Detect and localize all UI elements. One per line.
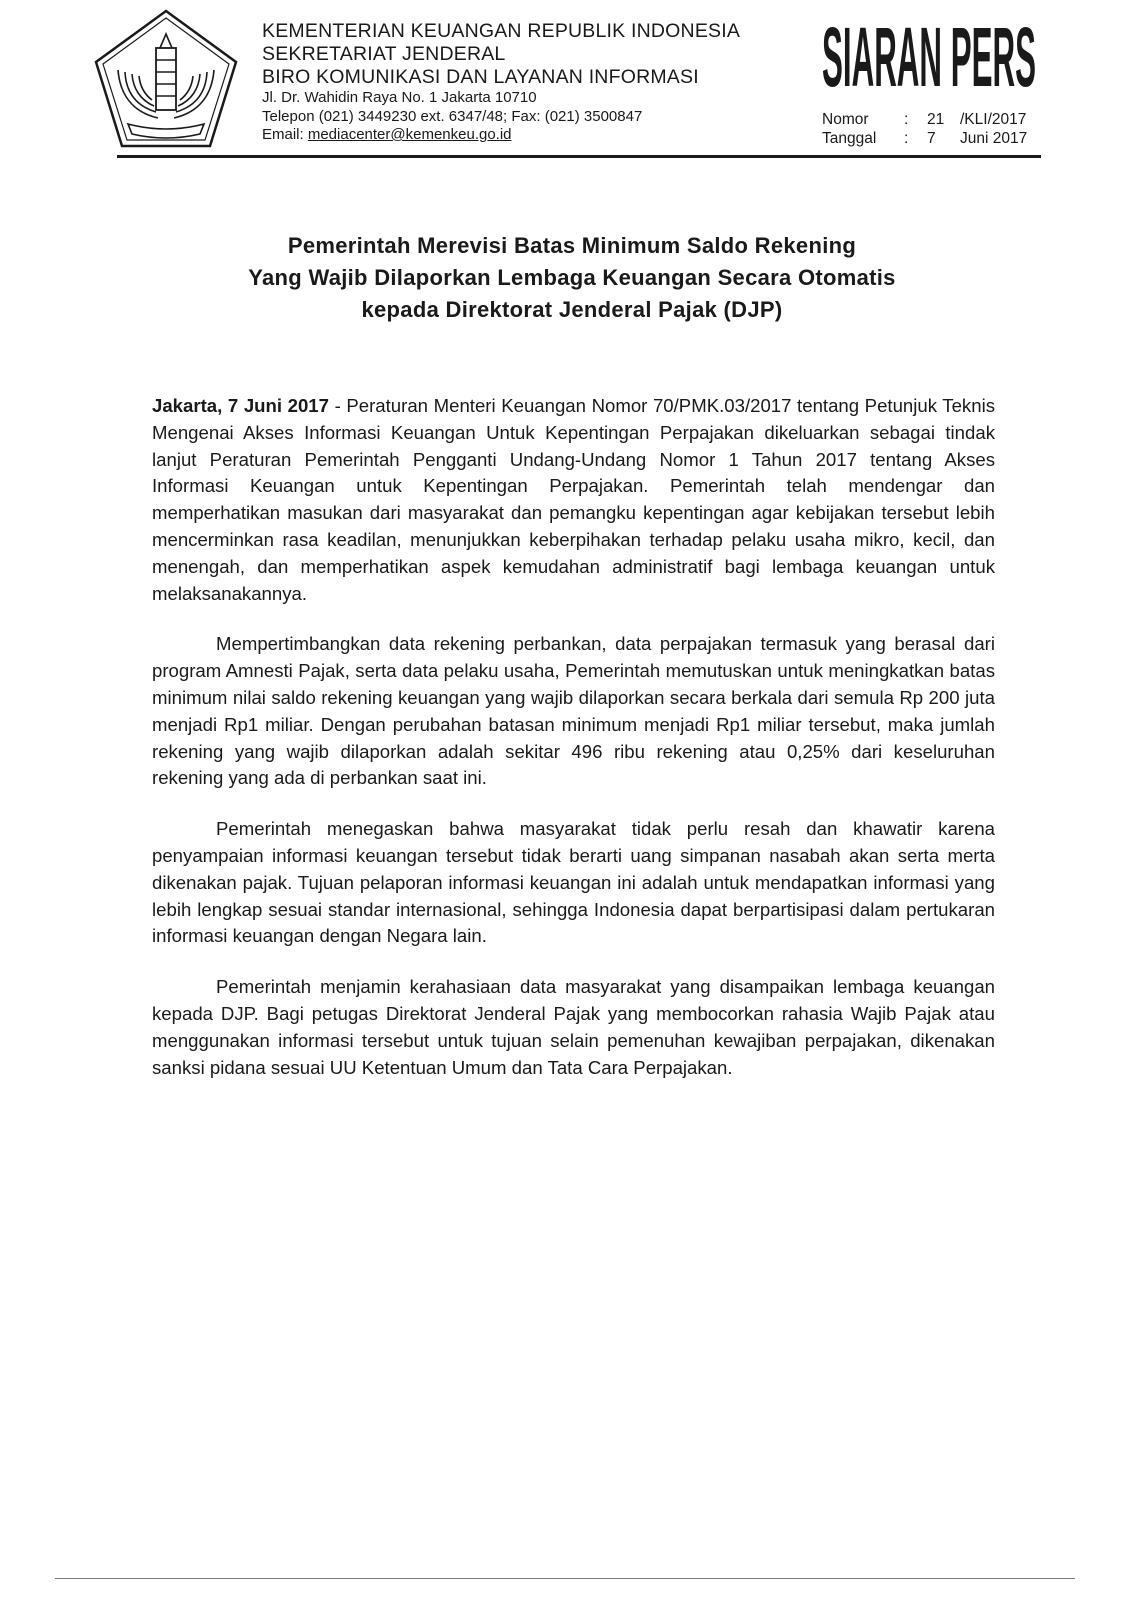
ministry-emblem-icon: [92, 8, 240, 150]
body-paragraph: Mempertimbangkan data rekening perbankan, data perpajakan termasuk yang berasal dari program Amnesti Pajak, serta data pelaku usaha, Pemerintah memutuskan untuk meningkatkan batas minimum nilai saldo rekening keuangan yang wajib dilaporkan secara berkala dari semula Rp 200 juta menjadi Rp1 miliar. Dengan perubahan batasan minimum menjadi Rp1 miliar tersebut, maka jumlah rekening yang wajib dilaporkan adalah sekitar 496 ribu rekening atau 0,25% dari keseluruhan rekening yang ada di perbankan saat ini.: [152, 633, 995, 789]
release-date-row: [822, 129, 1042, 148]
release-metadata: [822, 110, 1042, 148]
org-division-line: SEKRETARIAT JENDERAL: [262, 43, 506, 65]
title-line: Yang Wajib Dilaporkan Lembaga Keuangan Secara Otomatis: [248, 265, 896, 290]
release-date-day: 7: [927, 130, 936, 147]
org-address: Jl. Dr. Wahidin Raya No. 1 Jakarta 10710: [262, 89, 537, 106]
org-email: [262, 126, 802, 145]
title-line: kepada Direktorat Jenderal Pajak (DJP): [361, 297, 783, 322]
dateline: Jakarta, 7 Juni 2017: [152, 395, 329, 416]
release-number-value: 21: [927, 111, 945, 128]
org-email-label: Email:: [262, 126, 308, 143]
body-paragraph: Pemerintah menjamin kerahasiaan data masyarakat yang disampaikan lembaga keuangan kepada DJP. Bagi petugas Direktorat Jenderal Pajak yang membocorkan rahasia Wajib Pajak atau menggunakan informasi tersebut untuk tujuan selain pemenuhan kewajiban perpajakan, dikenakan sanksi pidana sesuai UU Ketentuan Umum dan Tata Cara Perpajakan.: [152, 976, 995, 1078]
title-line: Pemerintah Merevisi Batas Minimum Saldo Rekening: [287, 233, 857, 258]
org-phone: Telepon (021) 3449230 ext. 6347/48; Fax: (021) 3500847: [262, 107, 643, 125]
release-number-suffix: /KLI/2017: [960, 111, 1027, 128]
footer-divider: [55, 1578, 1075, 1579]
press-release-title: [150, 230, 994, 326]
release-date-colon: :: [904, 130, 909, 147]
org-email-link[interactable]: mediacenter@kemenkeu.go.id: [307, 126, 512, 143]
organization-header: [262, 20, 802, 145]
press-release-brand: [822, 12, 1042, 94]
header-divider: [117, 155, 1041, 158]
release-date-label: Tanggal: [822, 130, 877, 147]
body-paragraph: [152, 393, 995, 607]
body-paragraph-text: - Peraturan Menteri Keuangan Nomor 70/PMK.03/2017 tentang Petunjuk Teknis Mengenai Akses Informasi Keuangan Untuk Kepentingan Perpajakan dikeluarkan sebagai tindak lanjut Peraturan Pemerintah Pengganti Undang-Undang Nomor 1 Tahun 2017 tentang Akses Informasi Keuangan untuk Kepentingan Perpajakan. Pemerintah telah mendengar dan memperhatikan masukan dari masyarakat dan pemangku kepentingan agar kebijakan tersebut lebih mencerminkan rasa keadilan, menunjukkan keberpihakan terhadap pelaku usaha mikro, kecil, dan menengah, dan memperhatikan aspek kemudahan administratif bagi lembaga keuangan untuk melaksanakannya.: [152, 395, 995, 604]
release-number-colon: :: [904, 111, 909, 128]
release-number-row: [822, 110, 1042, 129]
org-name-line: KEMENTERIAN KEUANGAN REPUBLIK INDONESIA: [262, 20, 741, 42]
press-release-brand-text: SIARAN PERS: [822, 12, 1036, 94]
release-date-month-year: Juni 2017: [960, 130, 1028, 147]
org-bureau-line: BIRO KOMUNIKASI DAN LAYANAN INFORMASI: [262, 66, 699, 88]
release-number-label: Nomor: [822, 111, 869, 128]
press-release-body: [152, 393, 995, 1105]
body-paragraph: Pemerintah menegaskan bahwa masyarakat tidak perlu resah dan khawatir karena penyampaian informasi keuangan tersebut tidak berarti uang simpanan nasabah akan serta merta dikenakan pajak. Tujuan pelaporan informasi keuangan ini adalah untuk mendapatkan informasi yang lebih lengkap sesuai standar internasional, sehingga Indonesia dapat berpartisipasi dalam pertukaran informasi keuangan dengan Negara lain.: [152, 818, 995, 947]
